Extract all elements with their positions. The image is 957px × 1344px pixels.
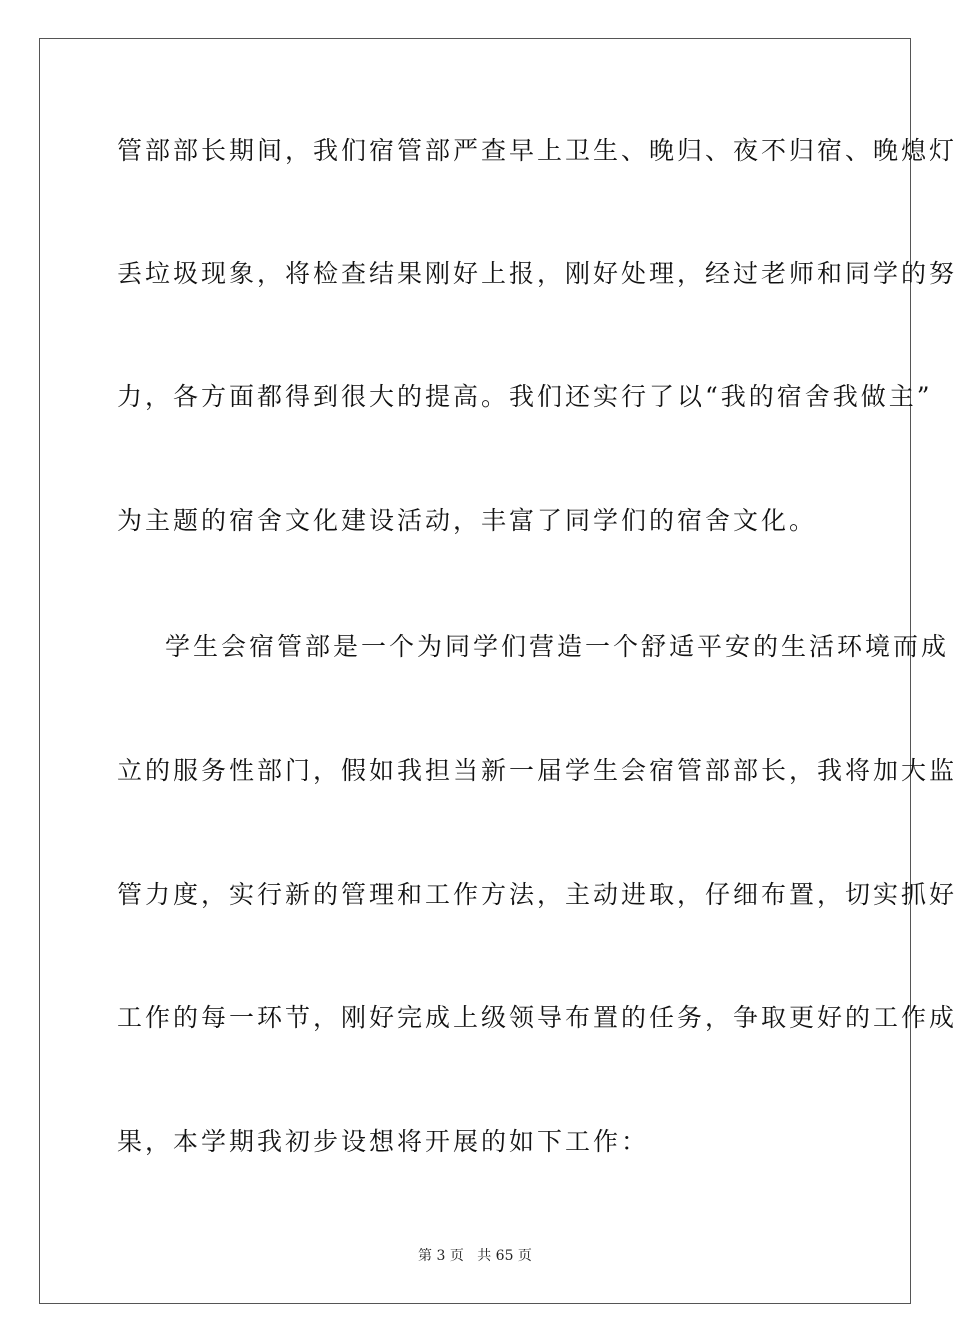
body-text-line: 工作的每一环节，刚好完成上级领导布置的任务，争取更好的工作成 [117,1003,957,1032]
body-text-line: 为主题的宿舍文化建设活动，丰富了同学们的宿舍文化。 [117,506,818,535]
body-text-line: 丢垃圾现象，将检查结果刚好上报，刚好处理，经过老师和同学的努 [117,259,957,288]
body-text-line: 力，各方面都得到很大的提高。我们还实行了以“我的宿舍我做主” [117,382,933,411]
page-number: 第 3 页 [418,1248,464,1264]
page-border [39,38,957,1304]
body-text-line: 果，本学期我初步设想将开展的如下工作： [117,1127,650,1156]
body-text-line: 管部部长期间，我们宿管部严查早上卫生、晚归、夜不归宿、晚熄灯 [117,136,957,165]
body-text-line-indented: 学生会宿管部是一个为同学们营造一个舒适平安的生活环境而成 [165,632,950,661]
page-total: 共 65 页 [477,1248,532,1264]
body-text-line: 立的服务性部门，假如我担当新一届学生会宿管部部长，我将加大监 [117,756,957,785]
body-text-line: 管力度，实行新的管理和工作方法，主动进取，仔细布置，切实抓好 [117,880,957,909]
page-footer [0,1247,950,1265]
